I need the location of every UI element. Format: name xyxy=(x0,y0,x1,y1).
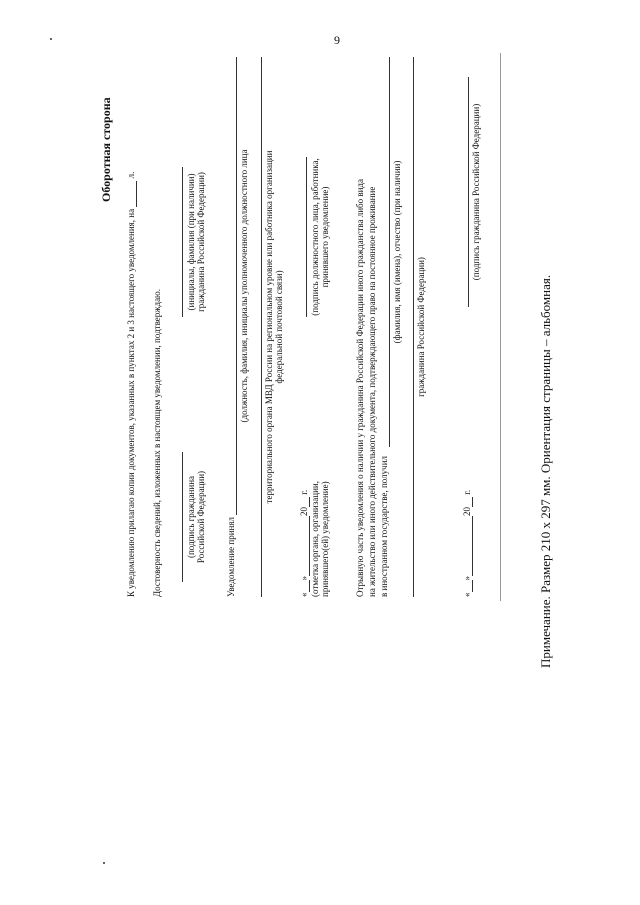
speck xyxy=(103,862,105,864)
speck xyxy=(50,38,52,40)
citizen-initials-caption: (инициалы, фамилия (при наличии) гражданина Российской Федерации) xyxy=(186,172,207,312)
attachments-line xyxy=(126,172,137,597)
reliability-statement: Достоверность сведений, изложенных в настоящем уведомлении, подтверждаю. xyxy=(152,288,162,597)
acceptance-date[interactable]: « » 20 г. xyxy=(299,489,309,597)
citizen-signature-caption: (подпись гражданина Российской Федерации) xyxy=(186,470,207,564)
citizen-receipt-signature-line[interactable] xyxy=(468,77,469,307)
official-signature-caption: (подпись должностного лица, работника, принявшего уведомление) xyxy=(310,158,331,316)
full-name-caption: (фамилия, имя (имена), отчество (при наличии) xyxy=(392,160,402,344)
page-number: 9 xyxy=(334,33,340,47)
received-by-line[interactable] xyxy=(389,57,390,447)
form-heading: Оборотная сторона xyxy=(99,97,113,202)
official-signature-line[interactable] xyxy=(306,157,307,317)
tear-off-line-2: на жительство или иного действительного документа, подтверждающего право на постоянное проживание xyxy=(367,186,377,597)
edge-rule xyxy=(500,53,501,601)
sheet-count-blank[interactable] xyxy=(126,181,137,207)
attachments-text: К уведомлению прилагаю копии документов, указанных в пунктах 2 и 3 настоящего уведомления, на xyxy=(126,206,136,597)
tear-off-line-1: Отрывную часть уведомления о наличии у гражданина Российской Федерации иного гражданства либо вида xyxy=(355,179,365,597)
citizen-name-line[interactable] xyxy=(413,57,414,597)
citizen-receipt-signature-caption: (подпись гражданина Российской Федерации) xyxy=(471,103,481,281)
territorial-line[interactable] xyxy=(261,57,262,597)
accepted-label: Уведомление принял xyxy=(226,517,236,597)
territorial-caption: территориального органа МВД России на региональном уровне или работника организации федеральной почтовой связи) xyxy=(264,150,285,504)
page-size-note: Примечание. Размер 210 х 297 мм. Ориентация страницы – альбомная. xyxy=(538,274,553,668)
citizen-signature-line[interactable] xyxy=(182,452,183,582)
rotated-form xyxy=(98,57,528,597)
tear-off-line-3: в иностранном государстве, получил xyxy=(379,455,389,597)
accepted-line[interactable] xyxy=(236,57,237,515)
organization-mark-caption: (отметка органа, организации, принявшего(ей) уведомление) xyxy=(310,481,331,597)
receipt-date[interactable]: « » 20 г. xyxy=(462,489,472,597)
citizen-caption: гражданина Российской Федерации) xyxy=(416,257,426,397)
sheets-suffix: л. xyxy=(126,171,136,179)
accepted-caption: (должность, фамилия, инициалы уполномоченного должностного лица xyxy=(239,149,249,423)
citizen-initials-line[interactable] xyxy=(182,167,183,317)
